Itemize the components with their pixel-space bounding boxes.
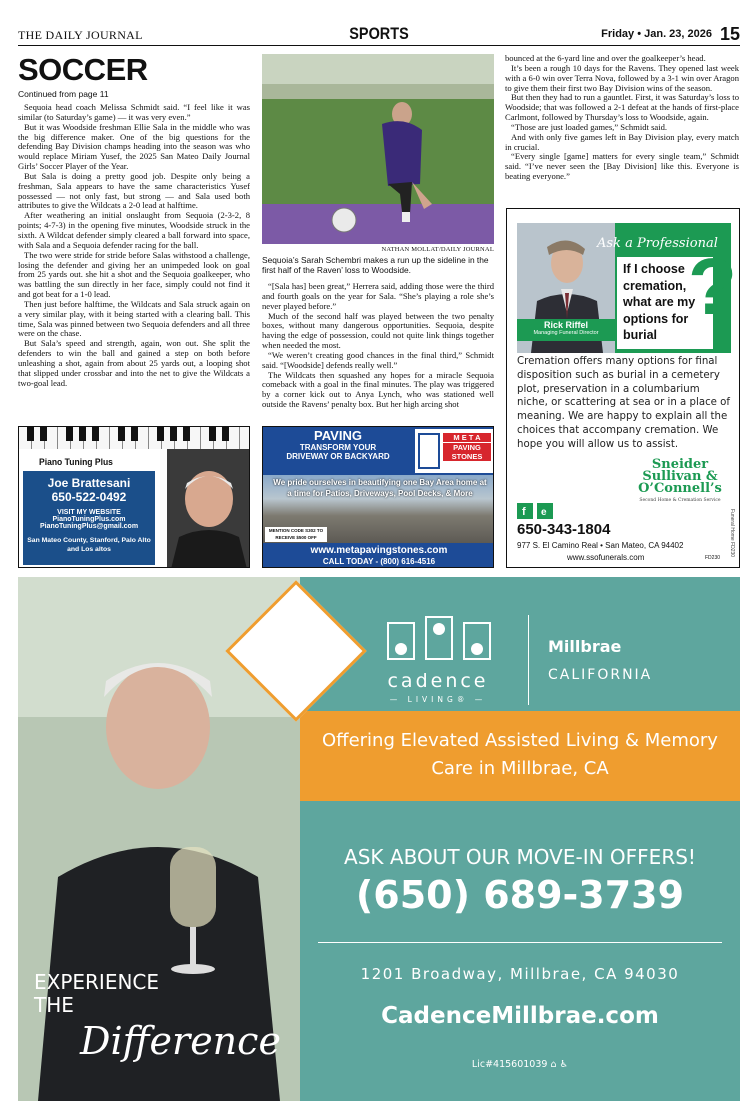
equal-housing-icon: ⌂ <box>550 1059 557 1070</box>
paper-name: THE DAILY JOURNAL <box>18 28 143 42</box>
paragraph: bounced at the 6-yard line and over the goalkeeper’s head. <box>505 54 706 63</box>
paving-phone[interactable]: CALL TODAY - (800) 616-4516 <box>322 557 436 566</box>
logo-bottom: PAVING STONES <box>443 443 491 461</box>
funeral-address: 977 S. El Camino Real • San Mateo, CA 94402 <box>517 541 684 550</box>
ad-body-text: Cremation offers many options for final disposition such as burial in a cemetery plot, preservation in a columbarium niche, or scattering at sea or in a place of meaning. We are happy to explain all the choices that accompany cremation. We hope you will allow us to assist. <box>517 356 731 450</box>
paving-website-link[interactable]: www.metapavingstones.com <box>310 545 448 556</box>
black-key <box>170 427 177 441</box>
funeral-website-link[interactable]: www.ssofunerals.com <box>567 553 645 562</box>
paragraph: “Every single [game] matters for every single team,” Schmidt said. “I’ve never seen the [Bay Division] like this. Everyone is beating everyone.” <box>505 151 739 182</box>
move-in-offer: ASK ABOUT OUR MOVE-IN OFFERS! <box>344 845 696 869</box>
paving-title: PAVING <box>314 428 362 443</box>
tuner-photo <box>167 449 250 568</box>
tagline <box>34 971 159 1017</box>
paragraph: But then they had to run a gauntlet. First, it was Saturday’s loss to Woodside; that was followed a 2-1 defeat at the hands of first-place Carlmont, followed by Thursday’s loss to Woodside, again. <box>505 92 739 123</box>
ad-question: If I choose cremation, what are my options for burial <box>617 257 713 349</box>
coupon-code: MENTION CODE S302 TO RECEIVE $500 OFF <box>265 527 327 542</box>
cadence-living-ad[interactable] <box>18 577 740 1101</box>
cadence-phone[interactable]: (650) 689-3739 <box>355 873 685 917</box>
article-column-2 <box>262 282 494 420</box>
tagline-script: Difference <box>80 1019 281 1063</box>
black-key <box>92 427 99 441</box>
license-number <box>300 1059 740 1070</box>
black-key <box>40 427 47 441</box>
logo-top: M E T A <box>443 433 491 442</box>
cadence-city: Millbrae <box>548 637 622 656</box>
service-area: San Mateo County, Stanford, Palo Alto and Los altos <box>27 537 151 553</box>
article-headline: SOCCER <box>18 52 148 87</box>
divider <box>318 942 722 943</box>
funeral-phone[interactable]: 650-343-1804 <box>517 521 611 538</box>
piano-email-link[interactable]: PianoTuningPlus@gmail.com <box>39 523 139 530</box>
license-text: Lic#415601039 <box>471 1059 548 1070</box>
tagline-1: EXPERIENCE <box>34 970 160 994</box>
paragraph: But it was Woodside freshman Ellie Sala in the middle who was the big difference maker. One of the big questions for the defending Bay Division champs heading into the season was who would replace Miriam Yusef, the 2025 San Mateo Daily Journal Girls’ Soccer Player of the Year. <box>18 121 250 172</box>
piano-website-link[interactable]: PianoTuningPlus.com <box>52 516 126 523</box>
ask-professional-banner: Ask a Professional <box>597 236 718 251</box>
photo-caption: Sequoia’s Sarah Schembri makes a run up the sideline in the first half of the Raven’ loss to Woodside. <box>262 255 489 275</box>
divider <box>528 615 529 705</box>
social-icons[interactable] <box>517 503 555 519</box>
paragraph: The two were stride for stride before Salas withstood a challenge, losing the defender and giving her an unimpeded look on goal from 25 yards out. she hit a shot and the Sequoia goalkeeper, who was battling the sun directly in her face, simply could not find it and got beat for a 1-0 lead. <box>18 249 250 300</box>
piano-phone[interactable]: 650-522-0492 <box>51 490 127 504</box>
paving-line2: DRIVEWAY OR BACKYARD <box>286 452 390 461</box>
paving-pride-text: We pride ourselves in beautifying one Bay Area home at a time for Patios, Driveways, Pool Decks, & More <box>273 478 487 498</box>
black-key <box>222 427 229 441</box>
logo-text: Sneider Sullivan & O’Connell’s <box>638 457 722 496</box>
paragraph: Then just before halftime, the Wildcats and Sala struck again on a very similar play, with it being started with a clearing ball. This time, Sala was pinned between two Sequoia defenders and all three were on the chase. <box>18 298 250 339</box>
paving-ad[interactable] <box>262 426 494 568</box>
paragraph: “We weren’t creating good chances in the final third,” Schmidt said. “[Woodside] defends really well.” <box>262 349 494 370</box>
photo-credit: NATHAN MOLLAT/DAILY JOURNAL <box>381 246 494 253</box>
director-title: Managing Funeral Director <box>533 330 599 336</box>
meta-paving-logo <box>415 429 493 473</box>
cadence-website-link[interactable]: CadenceMillbrae.com <box>381 1003 659 1029</box>
logo-subtitle: Second Home & Cremation Service <box>639 498 721 503</box>
paragraph: But Sala is doing a pretty good job. Despite only being a freshman, Sala appears to have the same characteristics Yusef possessed — not only fast, but strong — and Sala used both attributes to give the Wildcats a 2-0 lead at halftime. <box>18 170 250 211</box>
article-column-1 <box>18 103 250 418</box>
logo-square-icon <box>418 433 440 469</box>
article-column-3 <box>505 54 739 204</box>
tagline-2: THE <box>34 993 74 1017</box>
paragraph: It’s been a rough 10 days for the Ravens. They opened last week with a 6-0 win over Terra Nova, followed by a 3-1 win over Aragon to give them their first two Bay Division wins of the season. <box>505 62 739 93</box>
black-key <box>131 427 138 441</box>
vertical-note: Funeral Home FD230 <box>729 509 735 558</box>
paragraph: “[Sala has] been great,” Herrera said, adding those were the third and fourth goals on the year for Sala. “She’s playing a role she’s never played before.” <box>262 282 494 311</box>
paragraph: “Those are just loaded games,” Schmidt said. <box>511 121 668 132</box>
piano-name: Joe Brattesani <box>47 476 131 490</box>
paving-line1: TRANSFORM YOUR <box>299 443 377 452</box>
offering-text: Offering Elevated Assisted Living & Memory Care in Millbrae, CA <box>322 730 718 779</box>
issue-date: Friday • Jan. 23, 2026 <box>601 28 712 40</box>
black-key <box>157 427 164 441</box>
accessibility-icon: ♿ <box>559 1059 569 1070</box>
section-name: SPORTS <box>349 24 409 43</box>
soccer-player-photo <box>262 54 494 244</box>
black-key <box>118 427 125 441</box>
director-nameplate <box>517 319 615 341</box>
visit-label: VISIT MY WEBSITE <box>57 509 121 516</box>
funeral-code: FD230 <box>705 555 721 561</box>
paragraph: The Wildcats then squashed any hopes for a miracle Sequoia comeback with a goal in the final minutes. The play was triggered by a corner kick out to Anya Lynch, who was stationed well outside the Ravens’ penalty box. But her high arcing shot <box>262 369 494 410</box>
paving-header <box>263 427 413 461</box>
cadence-logo-icon <box>384 613 496 663</box>
page-number: 15 <box>719 24 740 44</box>
piano-contact-box <box>23 471 155 565</box>
black-key <box>183 427 190 441</box>
piano-title: Piano Tuning Plus <box>39 457 113 468</box>
paragraph: Sequoia head coach Melissa Schmidt said. “I feel like it was similar (to Saturday’s game) — it was very even.” <box>18 103 250 122</box>
svg-text:f: f <box>522 506 526 518</box>
black-key <box>209 427 216 441</box>
paragraph: And with only five games left in Bay Division play, every match in crucial. <box>505 131 739 152</box>
black-key <box>66 427 73 441</box>
continued-note: Continued from page 11 <box>18 89 109 99</box>
black-key <box>79 427 86 441</box>
piano-tuning-ad[interactable] <box>18 426 250 568</box>
page-header <box>18 24 740 46</box>
cadence-state: CALIFORNIA <box>548 667 653 683</box>
svg-text:e: e <box>541 507 547 518</box>
article-photo <box>262 54 494 244</box>
portrait-image <box>167 449 250 568</box>
paragraph: Much of the second half was played between the two penalty boxes, without many dangerous opportunities. Sequoia, despite having the edge of possession, could not quite link things together when needed the most. <box>262 310 494 351</box>
paragraph: After weathering an initial onslaught from Sequoia (2-3-2, 8 points; 4-7-3) in the opening five minutes, Woodside struck in the sixth. A Wildcat defender simply cleared a ball forward into space, with Sala and a Sequoia defender racing for the ball. <box>18 210 250 250</box>
funeral-home-ad[interactable] <box>506 208 740 568</box>
cadence-brand-sub: — LIVING® — <box>389 695 487 704</box>
director-name: Rick Riffel <box>543 320 588 330</box>
black-key <box>27 427 34 441</box>
question-mark-icon: ? <box>688 242 737 331</box>
cadence-address: 1201 Broadway, Millbrae, CA 94030 <box>360 965 680 983</box>
paragraph: But Sala’s speed and strength, again, won out. She split the defenders to win the ball and gained a step on both before unleashing a shot, again from about 25 yards out, a looping shot that slipped under crossbar and into the net to give the Wildcats a two-goal lead. <box>18 338 250 388</box>
cadence-brand: cadence <box>387 670 489 692</box>
funeral-home-logo <box>625 459 735 507</box>
